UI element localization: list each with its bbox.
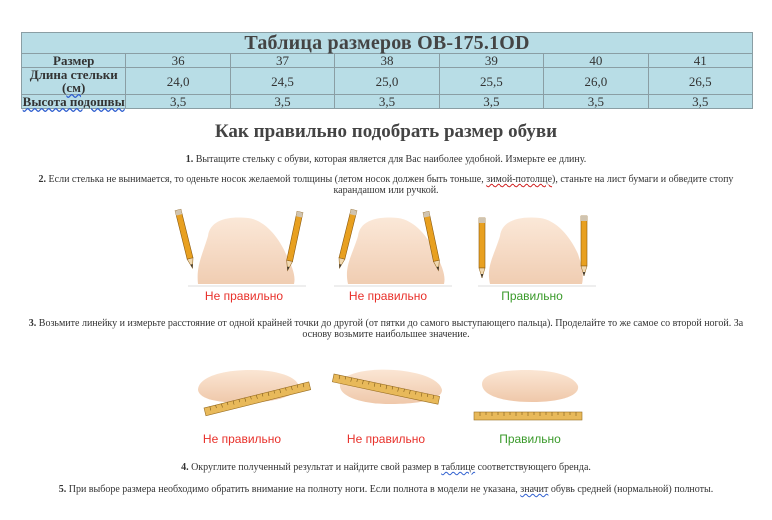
size-cell: 36	[126, 54, 230, 68]
size-table-title: Таблица размеров OB-175.1OD	[22, 33, 753, 54]
insole-length-cell: 25,0	[335, 68, 439, 95]
step-number: 1.	[185, 154, 194, 165]
step-number: 2.	[38, 174, 47, 185]
step-text-marked: зимой-потолще	[486, 174, 553, 185]
size-table-title-row	[22, 33, 753, 54]
ruler-caption-correct: Правильно	[499, 432, 561, 446]
pencil-icon	[285, 211, 303, 271]
sole-height-cell: 3,5	[648, 95, 752, 109]
step-text: Если стелька не вынимается, то оденьте носок желаемой толщины (летом носок должен быть тоньше,	[46, 174, 487, 185]
insole-length-cell: 26,5	[648, 68, 752, 95]
step-number: 3.	[28, 318, 37, 329]
pencil-icon	[581, 216, 587, 276]
step-text-marked: таблице	[441, 462, 476, 473]
ruler-icon	[474, 412, 582, 420]
pencil-icon	[479, 218, 485, 278]
step-text: ), станьте на лист бумаги и обведите стопу карандашом или ручкой.	[333, 174, 734, 196]
sole-height-row	[22, 95, 753, 109]
ruler-caption-wrong-2: Не правильно	[346, 432, 426, 446]
foot-pencil-correct	[478, 216, 596, 286]
step-text: Округлите полученный результат и найдите свой размер в	[188, 462, 442, 473]
ruler-caption-wrong-1: Не правильно	[202, 432, 282, 446]
size-cell: 38	[335, 54, 439, 68]
step-4	[20, 462, 752, 473]
step-text: При выборе размера необходимо обратить внимание на полноту ноги. Если полнота в модели не указана,	[66, 484, 521, 495]
pencil-caption-wrong-2: Не правильно	[348, 289, 428, 303]
ruler-illustrations	[190, 360, 590, 428]
insole-label-part: )	[81, 80, 86, 95]
size-row-label: Размер	[22, 54, 126, 68]
insole-length-cell: 26,0	[544, 68, 648, 95]
size-cell: 41	[648, 54, 752, 68]
pencil-caption-wrong-1: Не правильно	[204, 289, 284, 303]
foot-pencil-wrong-1	[175, 209, 306, 286]
size-row	[22, 54, 753, 68]
insole-length-row	[22, 68, 753, 95]
insole-label-unit: см	[66, 80, 82, 95]
sole-height-cell: 3,5	[544, 95, 648, 109]
step-number: 5.	[58, 484, 67, 495]
insole-length-cell: 24,5	[230, 68, 334, 95]
insole-label-part: Длина стельки (	[29, 67, 118, 95]
sole-height-row-label: Высота подошвы	[22, 94, 125, 109]
sole-height-cell: 3,5	[126, 95, 230, 109]
foot-ruler-wrong-2	[332, 370, 442, 405]
guide-title: Как правильно подобрать размер обуви	[214, 121, 558, 142]
step-text: обувь средней (нормальной) полноты.	[548, 484, 714, 495]
insole-length-cell: 24,0	[126, 68, 230, 95]
insole-length-cell: 25,5	[439, 68, 543, 95]
pencil-illustrations	[168, 206, 608, 292]
step-text: соответствующего бренда.	[475, 462, 591, 473]
size-cell: 39	[439, 54, 543, 68]
sole-height-cell: 3,5	[230, 95, 334, 109]
step-2	[20, 174, 752, 196]
pencil-icon	[175, 209, 195, 269]
size-cell: 40	[544, 54, 648, 68]
sole-height-cell: 3,5	[335, 95, 439, 109]
step-text-marked: значит	[520, 484, 549, 495]
step-3	[20, 318, 752, 340]
sole-height-cell: 3,5	[439, 95, 543, 109]
step-text: Вытащите стельку с обуви, которая является для Вас наиболее удобной. Измерьте ее длину.	[193, 154, 587, 165]
insole-length-row-label	[22, 68, 126, 95]
foot-pencil-wrong-2	[334, 209, 452, 286]
size-table	[21, 32, 753, 109]
step-1	[20, 154, 752, 165]
size-cell: 37	[230, 54, 334, 68]
step-5	[40, 484, 732, 495]
pencil-caption-correct: Правильно	[501, 289, 563, 303]
step-number: 4.	[181, 462, 189, 473]
foot-ruler-correct	[474, 370, 582, 420]
foot-ruler-wrong-1	[198, 370, 311, 416]
step-text: Возьмите линейку и измерьте расстояние от одной крайней точки до другой (от пятки до самого выступающего пальца). Проделайте то же самое со второй ногой. За основу возьмите наибольшее значение.	[36, 318, 744, 340]
